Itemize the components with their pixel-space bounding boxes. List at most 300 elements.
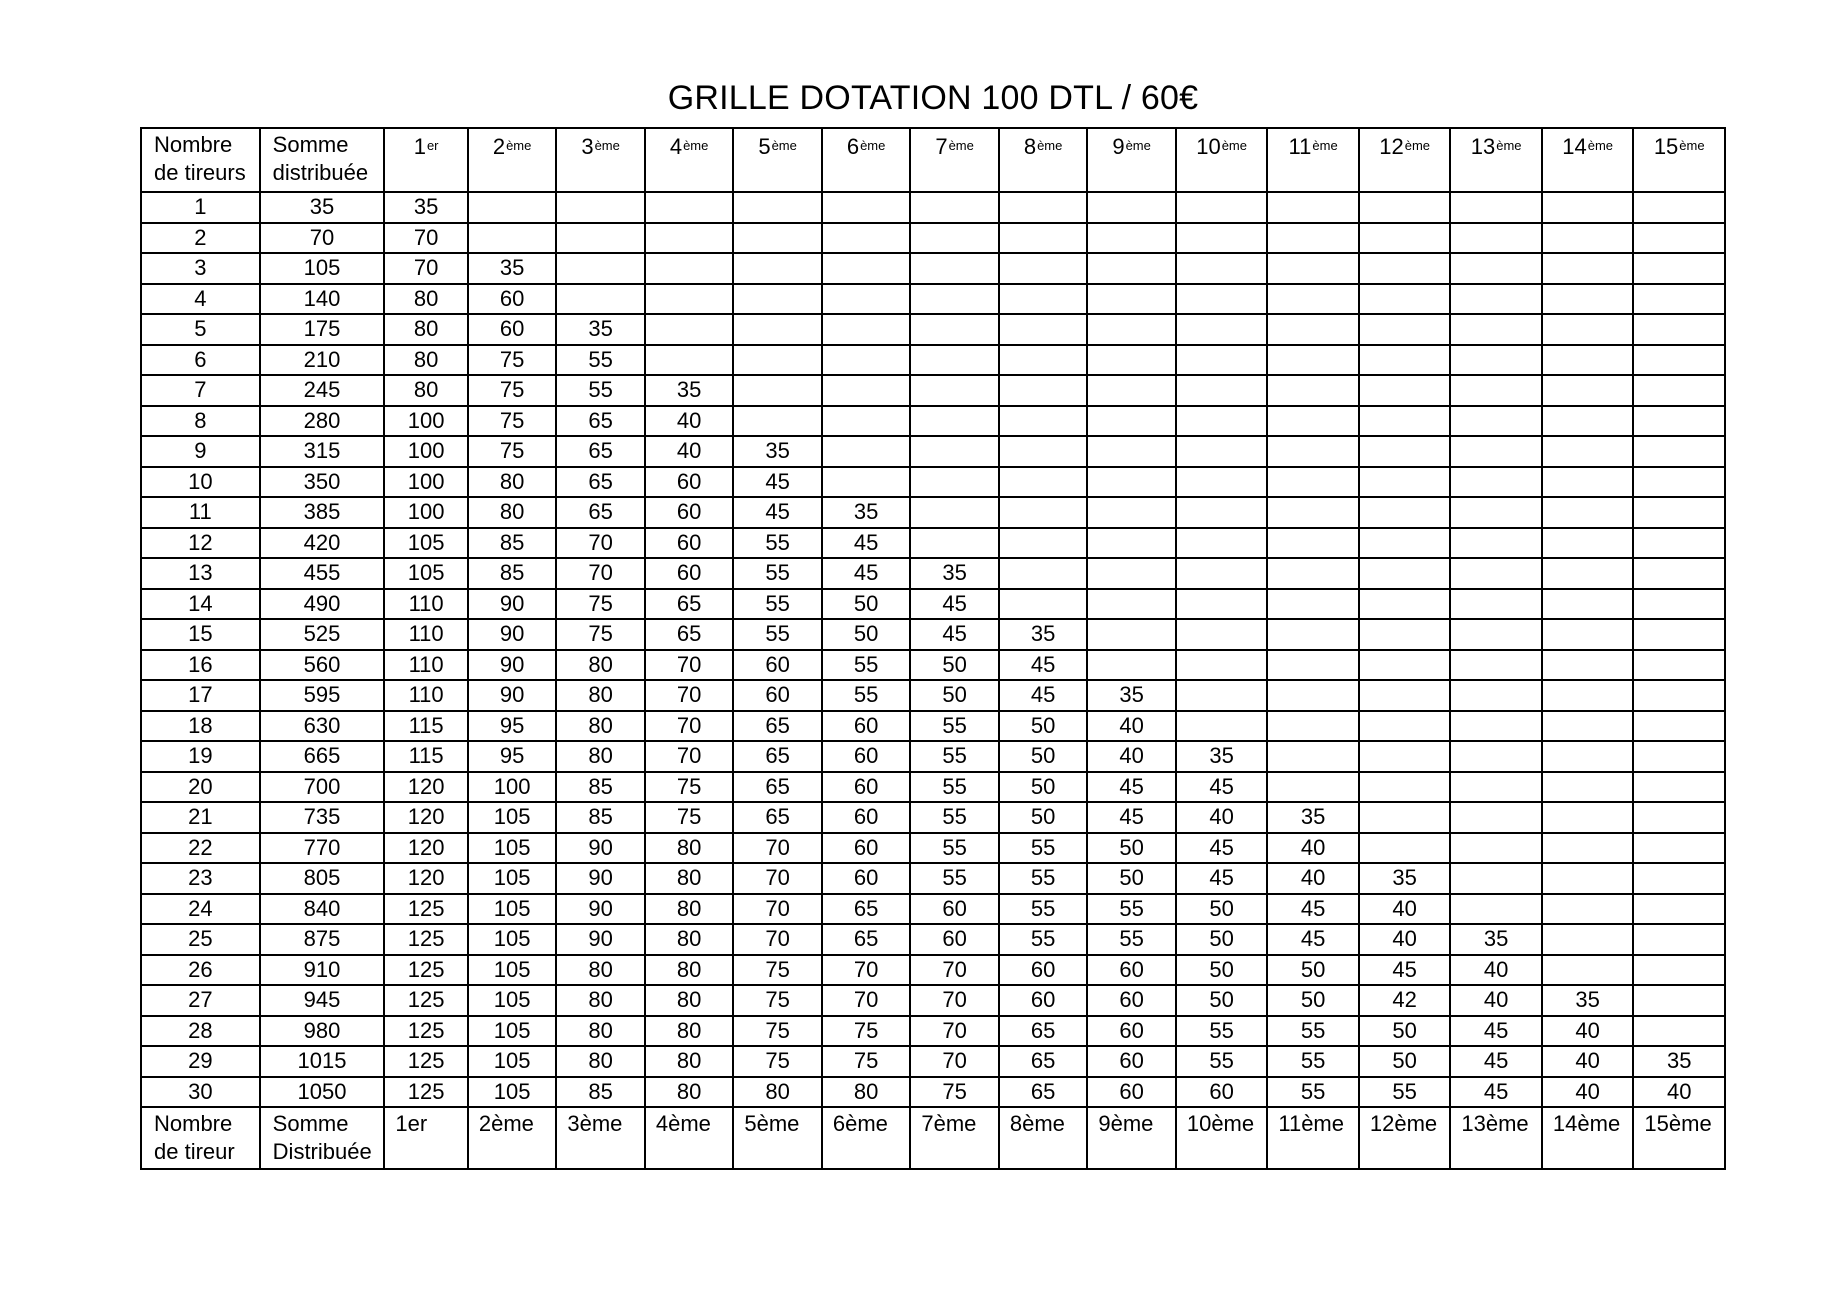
cell-prize-rank-9: 40 (1087, 741, 1176, 772)
cell-prize-rank-5: 65 (733, 741, 822, 772)
cell-prize-rank-8: 65 (999, 1046, 1088, 1077)
cell-prize-rank-14 (1542, 802, 1634, 833)
cell-prize-rank-6: 75 (822, 1016, 911, 1047)
cell-prize-rank-11: 50 (1267, 985, 1359, 1016)
cell-prize-rank-8: 50 (999, 711, 1088, 742)
cell-prize-rank-4: 80 (645, 985, 734, 1016)
cell-prize-rank-3: 80 (556, 711, 645, 742)
cell-prize-rank-14 (1542, 833, 1634, 864)
cell-prize-rank-12 (1359, 467, 1451, 498)
cell-prize-rank-13 (1450, 833, 1542, 864)
cell-prize-rank-7 (910, 406, 999, 437)
header-rank-8 (999, 128, 1088, 192)
cell-prize-rank-2: 90 (468, 589, 557, 620)
cell-somme: 245 (260, 375, 385, 406)
cell-prize-rank-8 (999, 528, 1088, 559)
footer-rank-11: 11ème (1267, 1107, 1359, 1169)
cell-prize-rank-8: 65 (999, 1077, 1088, 1108)
cell-prize-rank-4: 70 (645, 711, 734, 742)
cell-prize-rank-4: 80 (645, 1046, 734, 1077)
cell-somme: 770 (260, 833, 385, 864)
header-rank-3 (556, 128, 645, 192)
cell-prize-rank-14 (1542, 711, 1634, 742)
cell-prize-rank-6: 60 (822, 833, 911, 864)
cell-prize-rank-9: 60 (1087, 955, 1176, 986)
cell-prize-rank-12 (1359, 833, 1451, 864)
table-row (141, 1077, 1725, 1108)
cell-prize-rank-15 (1633, 436, 1725, 467)
cell-prize-rank-10 (1176, 406, 1268, 437)
table-row (141, 711, 1725, 742)
cell-prize-rank-12: 40 (1359, 924, 1451, 955)
header-rank-suffix: ème (1587, 138, 1614, 153)
cell-prize-rank-10 (1176, 253, 1268, 284)
cell-somme: 1050 (260, 1077, 385, 1108)
cell-tireurs: 16 (141, 650, 260, 681)
cell-prize-rank-11 (1267, 558, 1359, 589)
header-rank-number: 5 (758, 134, 771, 159)
cell-prize-rank-9: 35 (1087, 680, 1176, 711)
footer-rank-7: 7ème (910, 1107, 999, 1169)
header-rank-number: 10 (1196, 134, 1221, 159)
cell-prize-rank-1: 125 (384, 894, 467, 925)
cell-prize-rank-4 (645, 223, 734, 254)
cell-somme: 945 (260, 985, 385, 1016)
cell-prize-rank-5 (733, 314, 822, 345)
header-rank-suffix: ème (1679, 138, 1705, 153)
cell-prize-rank-4: 80 (645, 863, 734, 894)
cell-prize-rank-9 (1087, 528, 1176, 559)
cell-prize-rank-5: 45 (733, 467, 822, 498)
cell-prize-rank-14 (1542, 223, 1634, 254)
cell-prize-rank-9 (1087, 558, 1176, 589)
cell-prize-rank-1: 80 (384, 284, 467, 315)
cell-prize-rank-2: 105 (468, 863, 557, 894)
cell-prize-rank-4: 75 (645, 802, 734, 833)
cell-prize-rank-14 (1542, 955, 1634, 986)
table-body (141, 192, 1725, 1107)
cell-prize-rank-1: 115 (384, 711, 467, 742)
cell-prize-rank-1: 115 (384, 741, 467, 772)
cell-prize-rank-3: 65 (556, 406, 645, 437)
cell-tireurs: 5 (141, 314, 260, 345)
footer-rank-2: 2ème (468, 1107, 557, 1169)
cell-prize-rank-10: 60 (1176, 1077, 1268, 1108)
header-rank-number: 6 (846, 134, 860, 159)
cell-prize-rank-1: 110 (384, 619, 467, 650)
cell-prize-rank-5: 75 (733, 1046, 822, 1077)
header-rank-1 (384, 128, 467, 192)
cell-prize-rank-11 (1267, 284, 1359, 315)
table-row (141, 680, 1725, 711)
cell-prize-rank-2: 60 (468, 314, 557, 345)
cell-tireurs: 18 (141, 711, 260, 742)
table-row (141, 924, 1725, 955)
cell-prize-rank-5: 65 (733, 711, 822, 742)
cell-prize-rank-5: 75 (733, 1016, 822, 1047)
header-rank-number: 1 (413, 134, 426, 159)
cell-prize-rank-6: 65 (822, 924, 911, 955)
cell-prize-rank-3: 80 (556, 985, 645, 1016)
cell-prize-rank-11 (1267, 650, 1359, 681)
header-somme-line2: distribuée (272, 160, 369, 185)
cell-prize-rank-6: 55 (822, 680, 911, 711)
table-row (141, 589, 1725, 620)
cell-prize-rank-1: 70 (384, 223, 467, 254)
cell-prize-rank-7: 55 (910, 741, 999, 772)
cell-prize-rank-12 (1359, 772, 1451, 803)
cell-prize-rank-1: 105 (384, 558, 467, 589)
header-rank-2 (468, 128, 557, 192)
header-rank-4 (645, 128, 734, 192)
cell-prize-rank-8 (999, 314, 1088, 345)
cell-prize-rank-1: 105 (384, 528, 467, 559)
cell-prize-rank-2: 105 (468, 802, 557, 833)
cell-prize-rank-1: 70 (384, 253, 467, 284)
cell-prize-rank-14 (1542, 528, 1634, 559)
cell-prize-rank-2: 95 (468, 711, 557, 742)
header-rank-number: 9 (1112, 134, 1125, 159)
cell-somme: 700 (260, 772, 385, 803)
cell-prize-rank-8 (999, 467, 1088, 498)
cell-prize-rank-12: 35 (1359, 863, 1451, 894)
cell-prize-rank-11 (1267, 711, 1359, 742)
cell-prize-rank-5: 35 (733, 436, 822, 467)
cell-prize-rank-5: 60 (733, 650, 822, 681)
cell-prize-rank-4 (645, 192, 734, 223)
cell-tireurs: 6 (141, 345, 260, 376)
cell-prize-rank-10 (1176, 497, 1268, 528)
cell-prize-rank-12 (1359, 375, 1451, 406)
cell-somme: 70 (260, 223, 385, 254)
cell-prize-rank-13 (1450, 894, 1542, 925)
cell-prize-rank-15 (1633, 1016, 1725, 1047)
cell-prize-rank-5 (733, 253, 822, 284)
cell-prize-rank-5 (733, 345, 822, 376)
cell-prize-rank-6: 80 (822, 1077, 911, 1108)
cell-prize-rank-3: 80 (556, 955, 645, 986)
footer-somme-line2: Distribuée (272, 1139, 372, 1164)
cell-prize-rank-6: 60 (822, 772, 911, 803)
cell-prize-rank-3: 85 (556, 802, 645, 833)
table-row (141, 314, 1725, 345)
cell-tireurs: 3 (141, 253, 260, 284)
cell-somme: 140 (260, 284, 385, 315)
cell-prize-rank-6: 60 (822, 863, 911, 894)
cell-tireurs: 15 (141, 619, 260, 650)
cell-prize-rank-9: 60 (1087, 985, 1176, 1016)
cell-prize-rank-3: 90 (556, 863, 645, 894)
cell-prize-rank-2: 60 (468, 284, 557, 315)
cell-prize-rank-1: 100 (384, 467, 467, 498)
cell-prize-rank-10 (1176, 314, 1268, 345)
cell-prize-rank-6: 75 (822, 1046, 911, 1077)
cell-prize-rank-12 (1359, 436, 1451, 467)
cell-prize-rank-2 (468, 223, 557, 254)
cell-prize-rank-4: 60 (645, 467, 734, 498)
cell-prize-rank-6: 45 (822, 528, 911, 559)
cell-prize-rank-10: 50 (1176, 924, 1268, 955)
header-rank-6 (822, 128, 911, 192)
cell-prize-rank-10 (1176, 589, 1268, 620)
cell-prize-rank-3: 70 (556, 558, 645, 589)
cell-tireurs: 14 (141, 589, 260, 620)
cell-prize-rank-10: 55 (1176, 1046, 1268, 1077)
cell-prize-rank-13 (1450, 772, 1542, 803)
cell-prize-rank-1: 120 (384, 772, 467, 803)
header-rank-number: 14 (1562, 134, 1587, 159)
cell-prize-rank-4: 80 (645, 833, 734, 864)
cell-prize-rank-13: 35 (1450, 924, 1542, 955)
footer-rank-12: 12ème (1359, 1107, 1451, 1169)
cell-prize-rank-15 (1633, 192, 1725, 223)
cell-prize-rank-13 (1450, 284, 1542, 315)
cell-tireurs: 1 (141, 192, 260, 223)
cell-prize-rank-1: 125 (384, 1016, 467, 1047)
cell-prize-rank-3 (556, 192, 645, 223)
cell-prize-rank-9 (1087, 284, 1176, 315)
cell-prize-rank-6 (822, 253, 911, 284)
cell-tireurs: 25 (141, 924, 260, 955)
cell-somme: 385 (260, 497, 385, 528)
cell-prize-rank-14: 35 (1542, 985, 1634, 1016)
cell-prize-rank-4: 40 (645, 436, 734, 467)
table-row (141, 253, 1725, 284)
cell-prize-rank-9: 55 (1087, 924, 1176, 955)
cell-prize-rank-5: 55 (733, 528, 822, 559)
cell-somme: 735 (260, 802, 385, 833)
cell-prize-rank-15 (1633, 894, 1725, 925)
cell-prize-rank-7 (910, 253, 999, 284)
cell-prize-rank-2: 35 (468, 253, 557, 284)
cell-prize-rank-15 (1633, 223, 1725, 254)
cell-prize-rank-11: 50 (1267, 955, 1359, 986)
cell-prize-rank-15: 35 (1633, 1046, 1725, 1077)
cell-prize-rank-12: 55 (1359, 1077, 1451, 1108)
cell-prize-rank-2: 100 (468, 772, 557, 803)
header-rank-13 (1450, 128, 1542, 192)
cell-tireurs: 8 (141, 406, 260, 437)
cell-tireurs: 23 (141, 863, 260, 894)
cell-prize-rank-15 (1633, 375, 1725, 406)
cell-prize-rank-2: 105 (468, 985, 557, 1016)
cell-prize-rank-9 (1087, 589, 1176, 620)
cell-prize-rank-15 (1633, 467, 1725, 498)
cell-prize-rank-10: 40 (1176, 802, 1268, 833)
cell-prize-rank-7 (910, 223, 999, 254)
cell-prize-rank-11 (1267, 406, 1359, 437)
cell-prize-rank-6: 55 (822, 650, 911, 681)
table-row (141, 467, 1725, 498)
cell-somme: 420 (260, 528, 385, 559)
cell-prize-rank-8: 60 (999, 985, 1088, 1016)
cell-prize-rank-4 (645, 345, 734, 376)
cell-prize-rank-2: 90 (468, 619, 557, 650)
table-row (141, 802, 1725, 833)
cell-prize-rank-9: 50 (1087, 833, 1176, 864)
header-rank-14 (1542, 128, 1634, 192)
table-row (141, 497, 1725, 528)
table-row (141, 223, 1725, 254)
cell-prize-rank-7 (910, 528, 999, 559)
cell-prize-rank-4: 65 (645, 619, 734, 650)
cell-prize-rank-7: 70 (910, 985, 999, 1016)
cell-prize-rank-15 (1633, 863, 1725, 894)
cell-prize-rank-7: 50 (910, 650, 999, 681)
cell-somme: 210 (260, 345, 385, 376)
table-row (141, 650, 1725, 681)
footer-rank-5: 5ème (733, 1107, 822, 1169)
cell-prize-rank-3: 85 (556, 772, 645, 803)
cell-prize-rank-8: 35 (999, 619, 1088, 650)
cell-prize-rank-7: 70 (910, 1016, 999, 1047)
header-rank-5 (733, 128, 822, 192)
cell-prize-rank-9: 45 (1087, 772, 1176, 803)
cell-prize-rank-11: 55 (1267, 1077, 1359, 1108)
cell-prize-rank-2: 105 (468, 833, 557, 864)
cell-somme: 665 (260, 741, 385, 772)
cell-prize-rank-15 (1633, 284, 1725, 315)
cell-somme: 490 (260, 589, 385, 620)
footer-tireur-line1: Nombre (154, 1111, 233, 1136)
cell-prize-rank-10: 45 (1176, 772, 1268, 803)
header-rank-number: 8 (1023, 134, 1037, 159)
header-rank-7 (910, 128, 999, 192)
cell-prize-rank-7 (910, 314, 999, 345)
cell-prize-rank-3: 90 (556, 894, 645, 925)
cell-prize-rank-10 (1176, 436, 1268, 467)
cell-prize-rank-7: 55 (910, 833, 999, 864)
table-row (141, 345, 1725, 376)
cell-prize-rank-1: 125 (384, 1077, 467, 1108)
cell-prize-rank-8 (999, 497, 1088, 528)
cell-prize-rank-1: 125 (384, 924, 467, 955)
cell-somme: 980 (260, 1016, 385, 1047)
cell-prize-rank-3: 55 (556, 345, 645, 376)
cell-prize-rank-4: 35 (645, 375, 734, 406)
cell-prize-rank-5: 75 (733, 985, 822, 1016)
header-somme-line1: Somme (272, 132, 349, 157)
cell-prize-rank-5: 70 (733, 833, 822, 864)
cell-somme: 595 (260, 680, 385, 711)
cell-tireurs: 20 (141, 772, 260, 803)
cell-prize-rank-15 (1633, 314, 1725, 345)
cell-prize-rank-14 (1542, 680, 1634, 711)
cell-tireurs: 9 (141, 436, 260, 467)
cell-prize-rank-6: 45 (822, 558, 911, 589)
cell-somme: 350 (260, 467, 385, 498)
cell-prize-rank-14 (1542, 375, 1634, 406)
table-row (141, 192, 1725, 223)
table-row (141, 863, 1725, 894)
cell-prize-rank-8 (999, 192, 1088, 223)
cell-prize-rank-12 (1359, 680, 1451, 711)
cell-prize-rank-14: 40 (1542, 1077, 1634, 1108)
cell-prize-rank-13: 40 (1450, 985, 1542, 1016)
footer-tireur (141, 1107, 260, 1169)
cell-prize-rank-13 (1450, 558, 1542, 589)
cell-prize-rank-13 (1450, 863, 1542, 894)
cell-prize-rank-13 (1450, 589, 1542, 620)
cell-prize-rank-2: 75 (468, 375, 557, 406)
cell-prize-rank-3: 75 (556, 589, 645, 620)
cell-prize-rank-8 (999, 406, 1088, 437)
cell-prize-rank-1: 125 (384, 985, 467, 1016)
cell-prize-rank-12 (1359, 650, 1451, 681)
cell-prize-rank-15 (1633, 253, 1725, 284)
cell-prize-rank-4: 80 (645, 1016, 734, 1047)
cell-prize-rank-14 (1542, 406, 1634, 437)
header-rank-number: 11 (1288, 134, 1312, 159)
cell-prize-rank-1: 110 (384, 680, 467, 711)
cell-prize-rank-2: 90 (468, 680, 557, 711)
cell-prize-rank-7: 70 (910, 1046, 999, 1077)
cell-prize-rank-5: 55 (733, 558, 822, 589)
cell-prize-rank-10 (1176, 467, 1268, 498)
cell-prize-rank-14 (1542, 650, 1634, 681)
cell-prize-rank-15 (1633, 711, 1725, 742)
cell-prize-rank-3: 65 (556, 467, 645, 498)
cell-prize-rank-12 (1359, 253, 1451, 284)
page-title: GRILLE DOTATION 100 DTL / 60€ (667, 79, 1199, 117)
cell-prize-rank-14 (1542, 863, 1634, 894)
table-row (141, 741, 1725, 772)
cell-prize-rank-5: 70 (733, 894, 822, 925)
cell-prize-rank-11 (1267, 436, 1359, 467)
header-rank-15 (1633, 128, 1725, 192)
header-rank-suffix: er (426, 138, 439, 153)
cell-prize-rank-11 (1267, 253, 1359, 284)
cell-prize-rank-6 (822, 284, 911, 315)
cell-prize-rank-13 (1450, 802, 1542, 833)
cell-prize-rank-14 (1542, 253, 1634, 284)
cell-prize-rank-15 (1633, 680, 1725, 711)
cell-prize-rank-5: 55 (733, 589, 822, 620)
cell-tireurs: 17 (141, 680, 260, 711)
cell-prize-rank-7 (910, 436, 999, 467)
cell-prize-rank-7 (910, 284, 999, 315)
cell-prize-rank-8: 60 (999, 955, 1088, 986)
header-rank-suffix: ème (860, 138, 886, 153)
cell-prize-rank-1: 125 (384, 1046, 467, 1077)
cell-somme: 315 (260, 436, 385, 467)
cell-prize-rank-12 (1359, 192, 1451, 223)
cell-prize-rank-3: 90 (556, 924, 645, 955)
header-rank-suffix: ème (1125, 138, 1151, 153)
header-row (141, 128, 1725, 192)
table-row (141, 619, 1725, 650)
table-row (141, 528, 1725, 559)
cell-prize-rank-6: 70 (822, 955, 911, 986)
cell-prize-rank-1: 125 (384, 955, 467, 986)
cell-prize-rank-4: 70 (645, 650, 734, 681)
cell-prize-rank-6 (822, 436, 911, 467)
cell-prize-rank-13: 45 (1450, 1077, 1542, 1108)
cell-prize-rank-8: 65 (999, 1016, 1088, 1047)
cell-prize-rank-5: 80 (733, 1077, 822, 1108)
cell-prize-rank-15 (1633, 772, 1725, 803)
cell-prize-rank-6: 35 (822, 497, 911, 528)
cell-prize-rank-15 (1633, 741, 1725, 772)
cell-prize-rank-15 (1633, 650, 1725, 681)
cell-prize-rank-10 (1176, 223, 1268, 254)
table-row (141, 406, 1725, 437)
cell-prize-rank-15 (1633, 497, 1725, 528)
cell-prize-rank-5 (733, 406, 822, 437)
cell-prize-rank-13 (1450, 223, 1542, 254)
cell-prize-rank-15 (1633, 589, 1725, 620)
cell-prize-rank-11 (1267, 467, 1359, 498)
